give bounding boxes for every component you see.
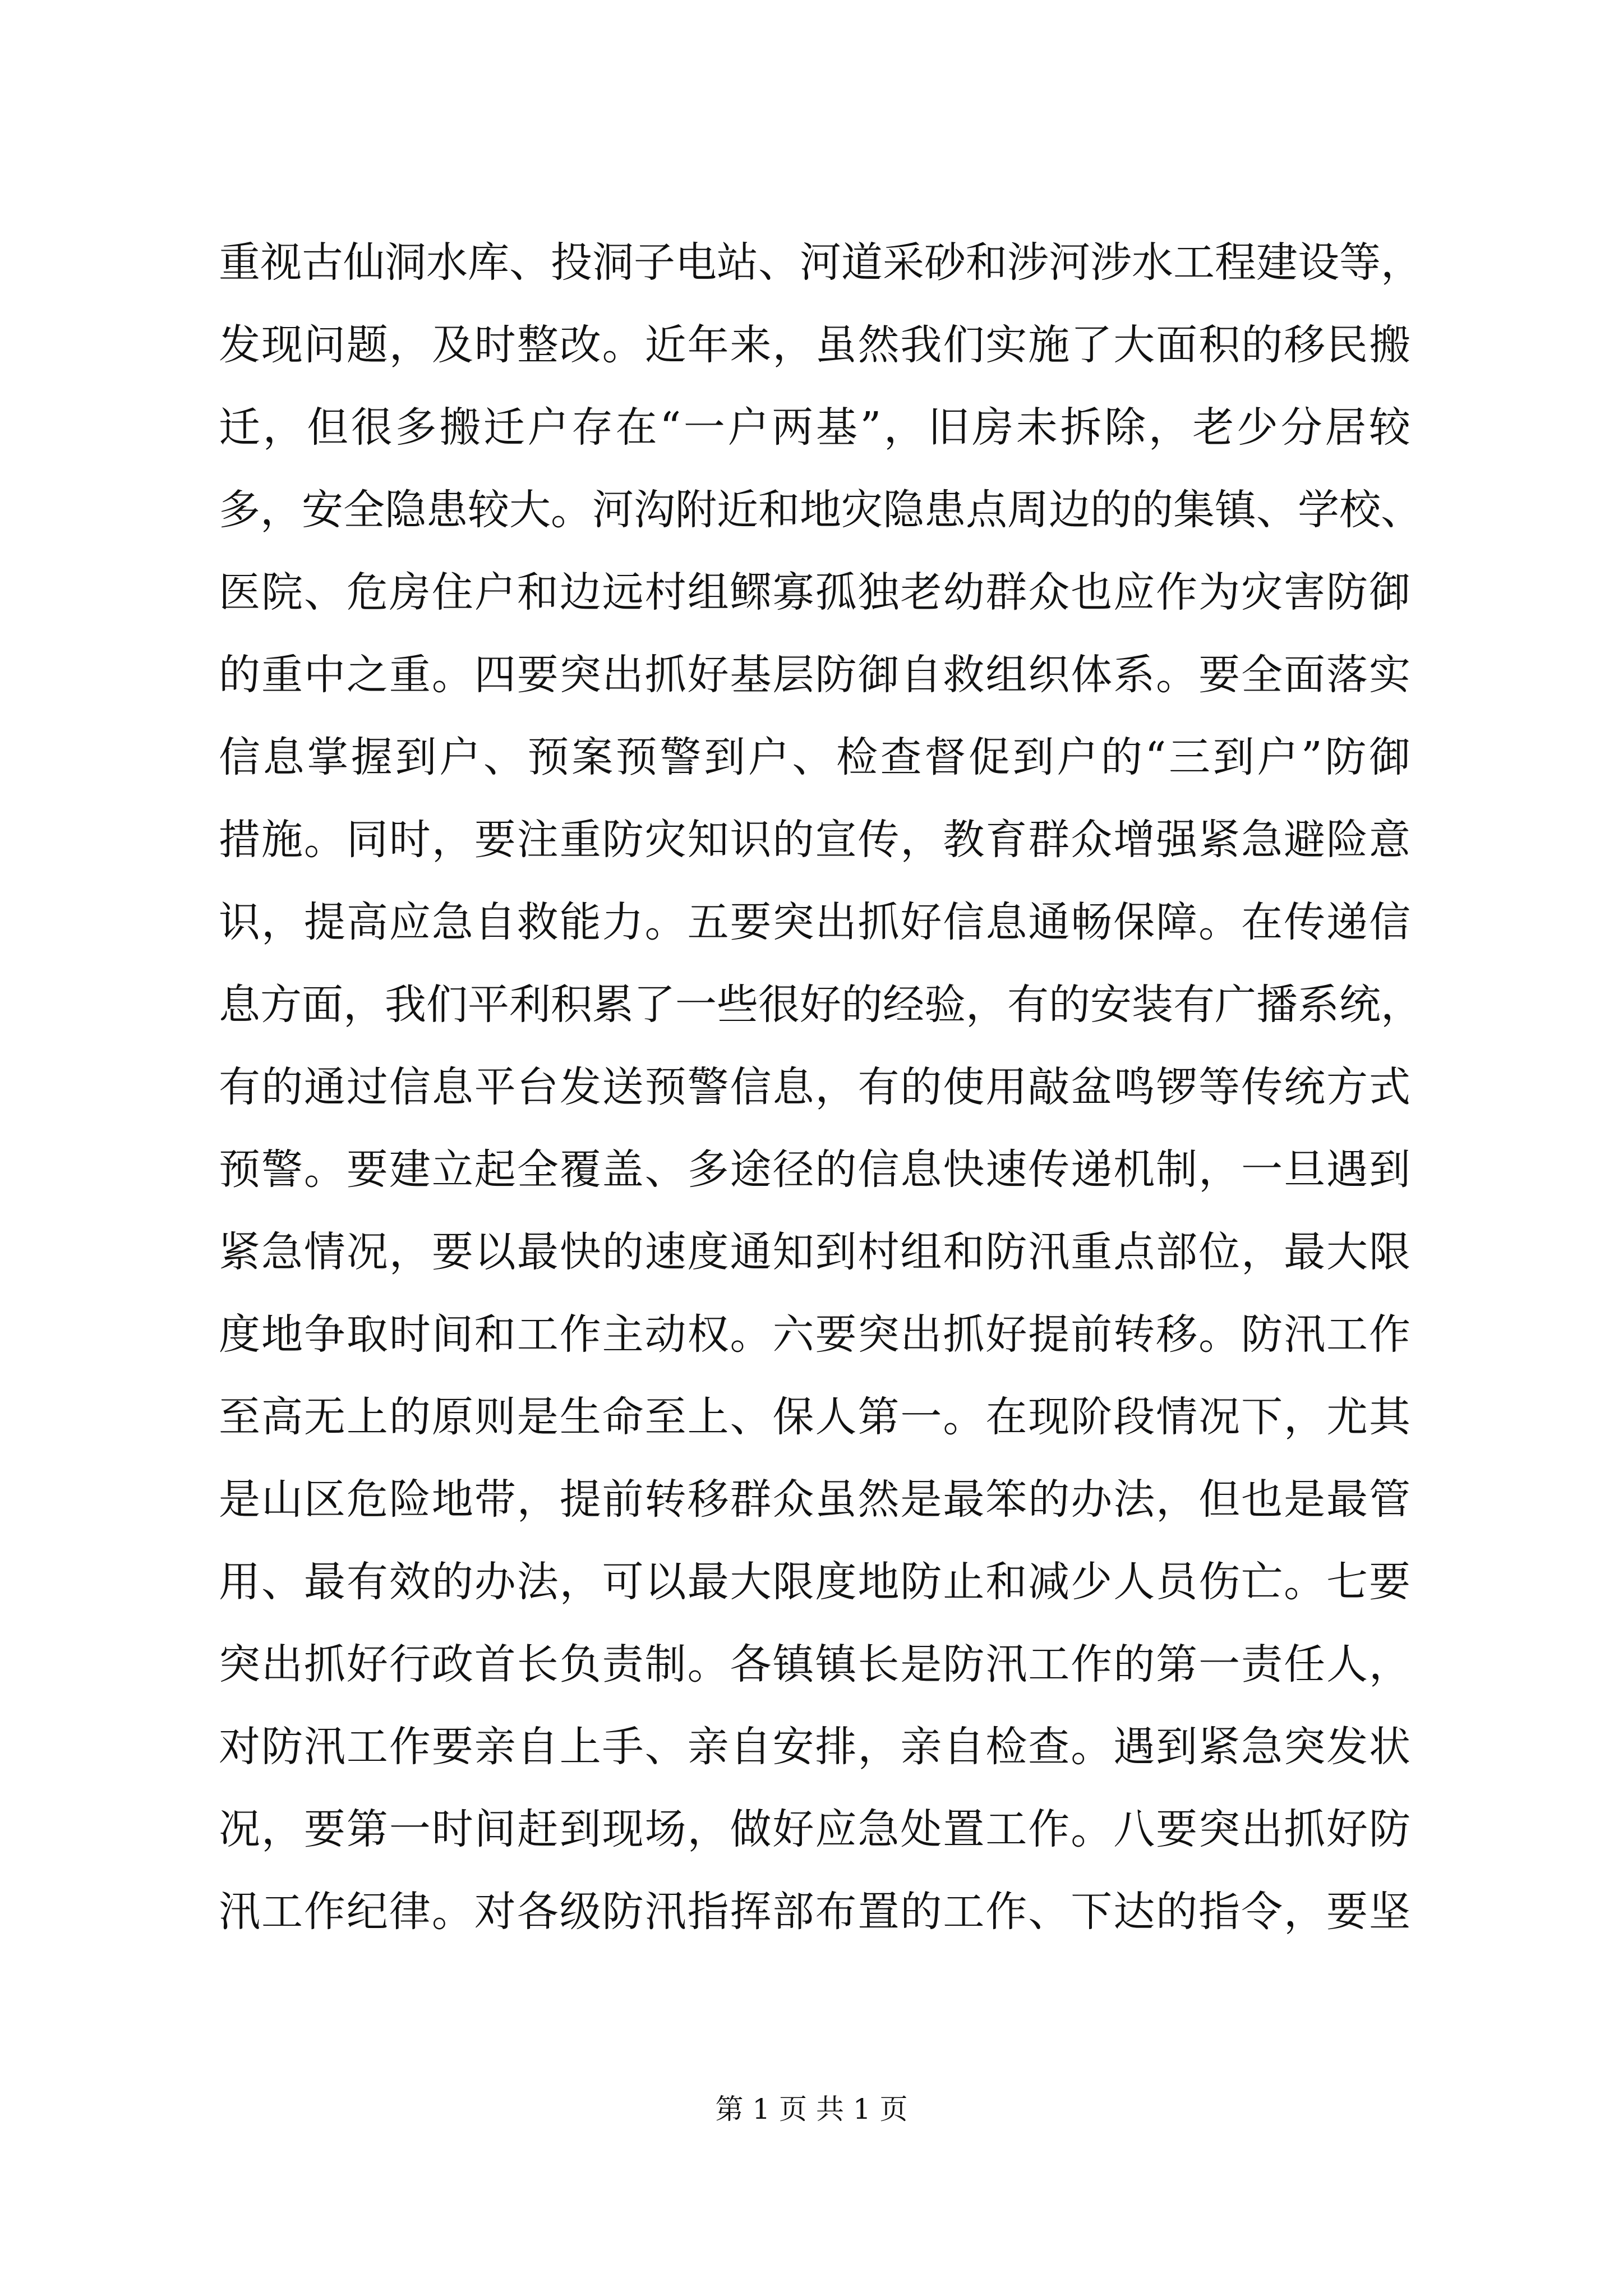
text-line: 汛工作纪律。对各级防汛指挥部布置的工作、下达的指令，要坚 (219, 1888, 1410, 1936)
text-line: 用、最有效的办法，可以最大限度地防止和减少人员伤亡。七要 (219, 1558, 1410, 1606)
text-line: 度地争取时间和工作主动权。六要突出抓好提前转移。防汛工作 (219, 1310, 1410, 1359)
text-line: 有的通过信息平台发送预警信息，有的使用敲盆鸣锣等传统方式 (219, 1063, 1410, 1111)
text-line: 突出抓好行政首长负责制。各镇镇长是防汛工作的第一责任人， (219, 1640, 1410, 1688)
text-line: 息方面，我们平利积累了一些很好的经验，有的安装有广播系统， (219, 981, 1422, 1029)
text-line: 发现问题，及时整改。近年来，虽然我们实施了大面积的移民搬 (219, 321, 1410, 369)
body-text (219, 222, 1422, 1953)
text-line: 对防汛工作要亲自上手、亲自安排，亲自检查。遇到紧急突发状 (219, 1723, 1410, 1771)
text-line: 重视古仙洞水库、投洞子电站、河道采砂和涉河涉水工程建设等， (219, 238, 1422, 287)
page-number-footer: 第 1 页 共 1 页 (715, 2093, 908, 2125)
text-line: 多，安全隐患较大。河沟附近和地灾隐患点周边的的集镇、学校、 (219, 486, 1422, 534)
text-line: 是山区危险地带，提前转移群众虽然是最笨的办法，但也是最管 (219, 1475, 1410, 1524)
text-line: 医院、危房住户和边远村组鳏寡孤独老幼群众也应作为灾害防御 (219, 568, 1410, 616)
text-line: 况，要第一时间赶到现场，做好应急处置工作。八要突出抓好防 (219, 1805, 1410, 1853)
text-line: 措施。同时，要注重防灾知识的宣传，教育群众增强紧急避险意 (219, 816, 1410, 864)
text-line: 紧急情况，要以最快的速度通知到村组和防汛重点部位，最大限 (219, 1228, 1410, 1276)
text-line: 识，提高应急自救能力。五要突出抓好信息通畅保障。在传递信 (219, 898, 1410, 946)
text-line: 至高无上的原则是生命至上、保人第一。在现阶段情况下，尤其 (219, 1393, 1410, 1441)
text-line: 迁，但很多搬迁户存在“一户两基”，旧房未拆除，老少分居较 (219, 403, 1410, 452)
text-line: 预警。要建立起全覆盖、多途径的信息快速传递机制，一旦遇到 (219, 1145, 1410, 1194)
text-line: 信息掌握到户、预案预警到户、检查督促到户的“三到户”防御 (219, 733, 1410, 781)
text-line: 的重中之重。四要突出抓好基层防御自救组织体系。要全面落实 (219, 651, 1410, 699)
